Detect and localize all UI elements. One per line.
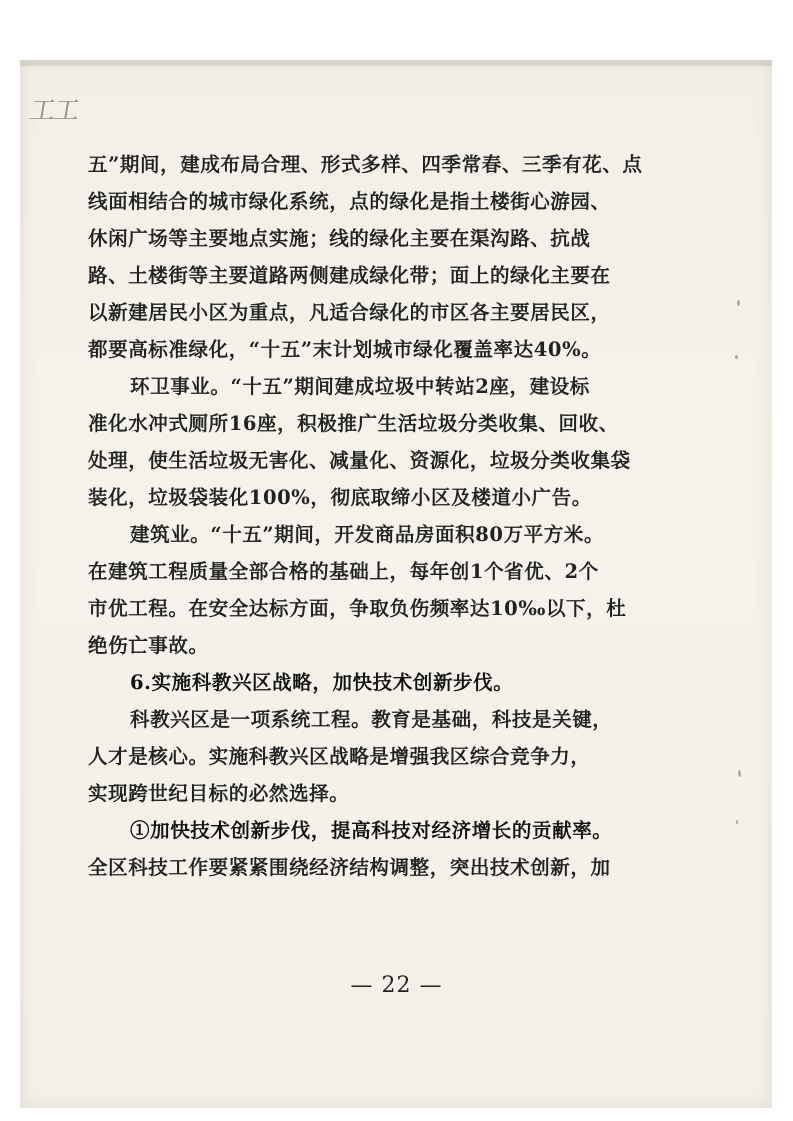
text-line: 在建筑工程质量全部合格的基础上，每年创1个省优、2个 (88, 560, 599, 583)
text-line: 准化水冲式厕所16座，积极推广生活垃圾分类收集、回收、 (88, 412, 619, 435)
scan-speck (736, 820, 738, 824)
text-line: 休闲广场等主要地点实施；线的绿化主要在渠沟路、抗战 (88, 227, 591, 250)
scan-speck (737, 300, 740, 306)
paragraph-start: 科教兴区是一项系统工程。教育是基础，科技是关键， (130, 708, 613, 731)
text-line: 线面相结合的城市绿化系统，点的绿化是指土楼街心游园、 (88, 190, 611, 213)
paragraph-start: 建筑业。“十五”期间，开发商品房面积80万平方米。 (130, 523, 605, 546)
scan-speck (735, 355, 738, 359)
scan-speck (738, 770, 741, 777)
text-line: 人才是核心。实施科教兴区战略是增强我区综合竞争力， (88, 745, 591, 768)
text-line: 装化，垃圾袋装化100%，彻底取缔小区及楼道小广告。 (88, 486, 592, 509)
subsection-heading: ①加快技术创新步伐，提高科技对经济增长的贡献率。 (130, 819, 613, 842)
text-line: 市优工程。在安全达标方面，争取负伤频率达10‰以下，杜 (88, 597, 627, 620)
text-line: 处理，使生活垃圾无害化、减量化、资源化，垃圾分类收集袋 (88, 449, 631, 472)
text-line: 以新建居民小区为重点，凡适合绿化的市区各主要居民区， (88, 301, 611, 324)
corner-handwritten-mark: 工工 (26, 96, 81, 126)
text-line: 全区科技工作要紧紧围绕经济结构调整，突出技术创新，加 (88, 856, 611, 879)
text-line: 路、土楼街等主要道路两侧建成绿化带；面上的绿化主要在 (88, 264, 611, 287)
section-heading: 6.实施科教兴区战略，加快技术创新步伐。 (130, 671, 514, 694)
scan-top-edge (20, 60, 772, 66)
text-line: 实现跨世纪目标的必然选择。 (88, 782, 350, 805)
text-line: 绝伤亡事故。 (88, 634, 209, 657)
text-line: 都要高标准绿化，“十五”末计划城市绿化覆盖率达40%。 (88, 338, 602, 361)
paragraph-start: 环卫事业。“十五”期间建成垃圾中转站2座，建设标 (130, 375, 590, 398)
body-text (88, 146, 648, 886)
text-line: 五”期间，建成布局合理、形式多样、四季常春、三季有花、点 (88, 153, 643, 176)
page-number: — 22 — (350, 973, 443, 998)
